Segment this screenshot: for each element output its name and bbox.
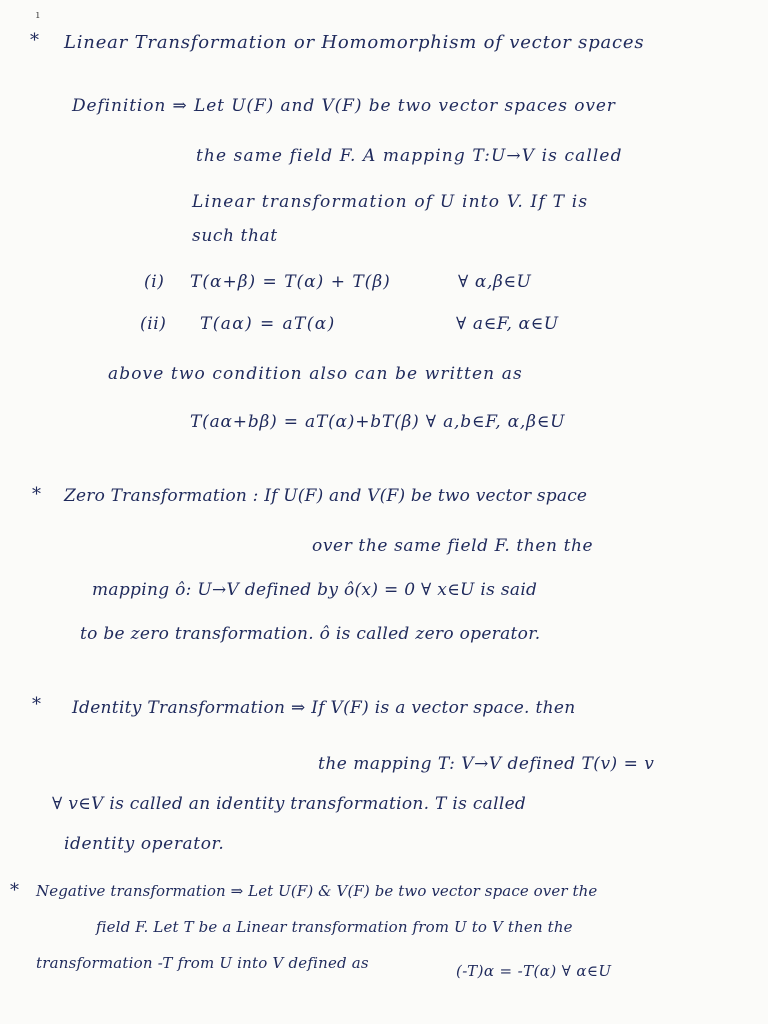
- condition-number: (ii): [140, 314, 167, 334]
- negative-line: Negative transformation ⇒ Let U(F) & V(F) be two vector space over the: [36, 882, 598, 900]
- zero-line: over the same field F. then the: [312, 536, 594, 556]
- identity-line: the mapping T: V→V defined T(v) = v: [318, 754, 655, 774]
- combined-intro: above two condition also can be written as: [108, 364, 523, 384]
- page-corner-mark: ı: [36, 8, 40, 21]
- bullet-icon: *: [32, 694, 41, 715]
- identity-line: ∀ v∈V is called an identity transformation. T is called: [52, 794, 527, 814]
- condition-expression: T(aα) = aT(α): [200, 314, 336, 334]
- definition-line: such that: [192, 226, 278, 246]
- bullet-icon: *: [32, 484, 41, 505]
- condition-quantifier: ∀ a∈F, α∈U: [456, 314, 559, 334]
- bullet-icon: *: [10, 880, 19, 901]
- identity-line: Identity Transformation ⇒ If V(F) is a vector space. then: [72, 698, 576, 718]
- zero-line: mapping ô: U→V defined by ô(x) = 0 ∀ x∈U is said: [92, 580, 538, 600]
- section-heading: Linear Transformation or Homomorphism of vector spaces: [64, 32, 645, 53]
- definition-line: Definition ⇒ Let U(F) and V(F) be two vector spaces over: [72, 96, 616, 116]
- definition-line: Linear transformation of U into V. If T is: [192, 192, 589, 212]
- zero-line: Zero Transformation : If U(F) and V(F) be two vector space: [64, 486, 588, 506]
- condition-quantifier: ∀ α,β∈U: [458, 272, 532, 292]
- zero-line: to be zero transformation. ô is called zero operator.: [80, 624, 541, 644]
- definition-line: the same field F. A mapping T:U→V is called: [196, 146, 623, 166]
- negative-line: transformation -T from U into V defined as: [36, 954, 369, 972]
- condition-number: (i): [144, 272, 165, 292]
- condition-expression: T(α+β) = T(α) + T(β): [190, 272, 391, 292]
- combined-expression: T(aα+bβ) = aT(α)+bT(β) ∀ a,b∈F, α,β∈U: [190, 412, 566, 432]
- bullet-icon: *: [30, 30, 39, 51]
- negative-line: field F. Let T be a Linear transformation from U to V then the: [96, 918, 573, 936]
- negative-line: (-T)α = -T(α) ∀ α∈U: [456, 962, 612, 980]
- identity-line: identity operator.: [64, 834, 225, 854]
